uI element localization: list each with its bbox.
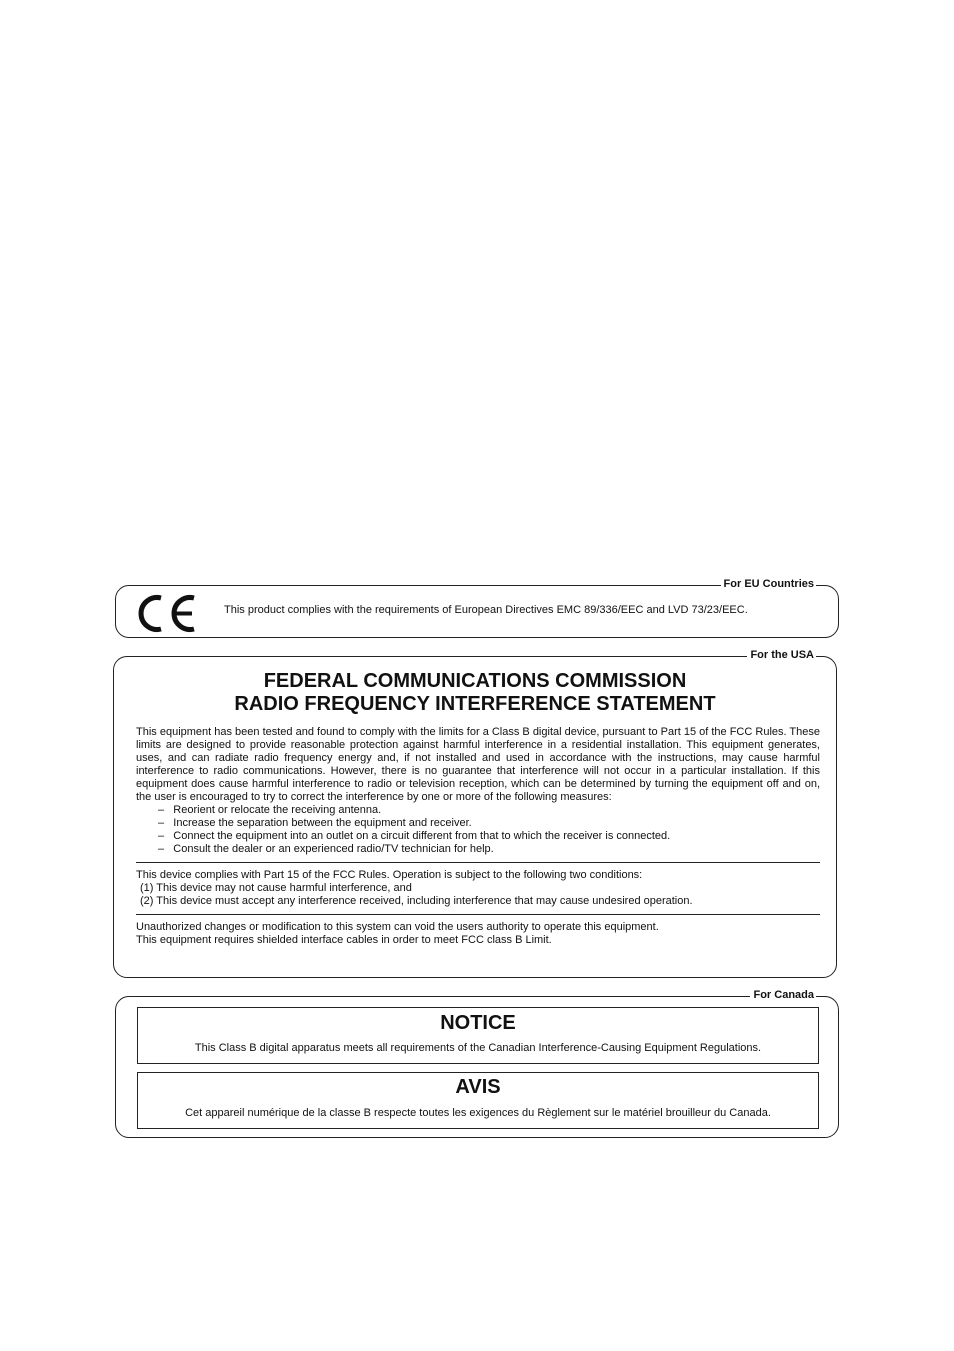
- fcc-body: [136, 726, 820, 947]
- avis-box: [137, 1072, 819, 1129]
- canada-panel-tag: For Canada: [750, 988, 816, 1002]
- canada-notice-panel: [115, 989, 839, 1138]
- conditions-intro: This device complies with Part 15 of the FCC Rules. Operation is subject to the following two conditions:: [136, 869, 643, 881]
- notice-box: [137, 1007, 819, 1064]
- bullet-dash: –: [158, 817, 165, 829]
- divider: [136, 862, 820, 863]
- measure-text: Increase the separation between the equipment and receiver.: [173, 817, 472, 829]
- shielded-cables-notice: This equipment requires shielded interface cables in order to meet FCC class B Limit.: [136, 934, 552, 946]
- measure-text: Reorient or relocate the receiving antenna.: [173, 804, 382, 816]
- condition-1: (1) This device may not cause harmful interference, and: [140, 882, 412, 894]
- eu-panel-tag: For EU Countries: [721, 577, 816, 591]
- bullet-dash: –: [158, 843, 165, 855]
- notice-text: This Class B digital apparatus meets all requirements of the Canadian Interference-Causing Equipment Regulations.: [194, 1042, 762, 1054]
- measure-text: Consult the dealer or an experienced radio/TV technician for help.: [173, 843, 494, 855]
- eu-compliance-text: This product complies with the requirements of European Directives EMC 89/336/EEC and LVD 73/23/EEC.: [224, 604, 748, 616]
- fcc-title-line2: RADIO FREQUENCY INTERFERENCE STATEMENT: [234, 693, 716, 715]
- measure-text: Connect the equipment into an outlet on a circuit different from that to which the receiver is connected.: [173, 830, 671, 842]
- eu-compliance-panel: [115, 578, 839, 638]
- ce-mark-logo: [136, 592, 198, 634]
- notice-title: NOTICE: [440, 1012, 516, 1034]
- avis-text: Cet appareil numérique de la classe B respecte toutes les exigences du Règlement sur le matériel brouilleur du Canada.: [185, 1107, 771, 1119]
- usa-panel-tag: For the USA: [747, 648, 816, 662]
- bullet-dash: –: [158, 804, 165, 816]
- unauthorized-notice: Unauthorized changes or modification to this system can void the users authority to operate this equipment.: [136, 921, 659, 933]
- measures-list: [136, 804, 820, 856]
- divider: [136, 914, 820, 915]
- fcc-paragraph: This equipment has been tested and found to comply with the limits for a Class B digital device, pursuant to Part 15 of the FCC Rules. These limits are designed to provide reasonable protection against harmful interference in a residential installation. This equipment generates, uses, and can radiate radio frequency energy and, if not installed and used in accordance with the instructions, may cause harmful interference to radio communications. However, there is no guarantee that interference will not occur in a particular installation. If this equipment does cause harmful interference to radio or television reception, which can be determined by turning the equipment off and on, the user is encouraged to try to correct the interference by one or more of the following measures:: [136, 726, 820, 803]
- condition-2: (2) This device must accept any interference received, including interference that may cause undesired operation.: [140, 895, 693, 907]
- fcc-statement-panel: [113, 649, 837, 978]
- list-item: [136, 817, 820, 830]
- avis-title: AVIS: [455, 1076, 501, 1098]
- bullet-dash: –: [158, 830, 165, 842]
- list-item: [136, 830, 820, 843]
- list-item: [136, 843, 820, 856]
- list-item: [136, 804, 820, 817]
- fcc-title-line1: FEDERAL COMMUNICATIONS COMMISSION: [263, 670, 687, 692]
